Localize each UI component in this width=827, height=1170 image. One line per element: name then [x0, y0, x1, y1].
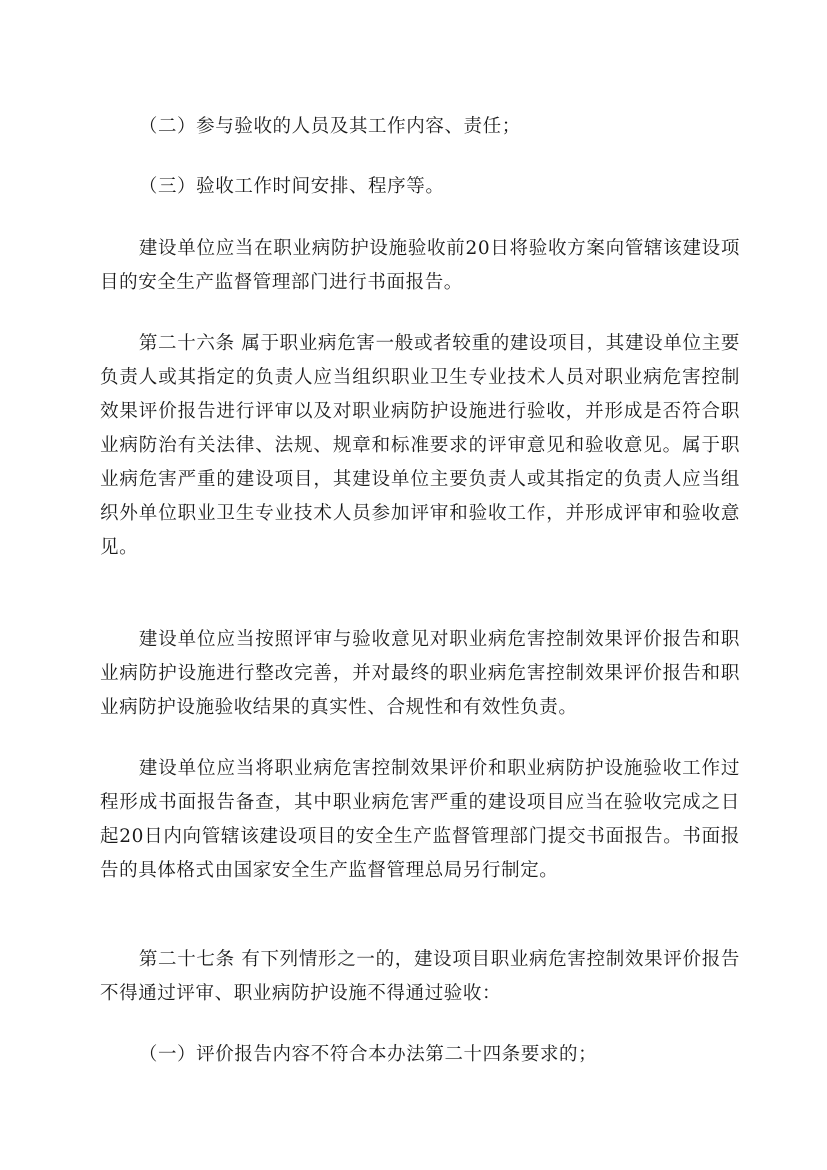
paragraph-report-deadline: 建设单位应当在职业病防护设施验收前20日将验收方案向管辖该建设项目的安全生产监督管理部门进行书面报告。 — [100, 238, 740, 293]
paragraph-written-report: 建设单位应当将职业病危害控制效果评价和职业病防护设施验收工作过程形成书面报告备查，其中职业病危害严重的建设项目应当在验收完成之日起20日内向管辖该建设项目的安全生产监督管理部门提交书面报告。书面报告的具体格式由国家安全生产监督管理总局另行制定。 — [100, 758, 740, 881]
paragraph-item-2: （二）参与验收的人员及其工作内容、责任； — [138, 116, 521, 137]
paragraph-article-27: 第二十七条 有下列情形之一的，建设项目职业病危害控制效果评价报告不得通过评审、职业病防护设施不得通过验收： — [100, 949, 740, 1004]
paragraph-item-1: （一）评价报告内容不符合本办法第二十四条要求的； — [138, 1044, 598, 1065]
paragraph-rectification: 建设单位应当按照评审与验收意见对职业病危害控制效果评价报告和职业病防护设施进行整改完善，并对最终的职业病危害控制效果评价报告和职业病防护设施验收结果的真实性、合规性和有效性负责。 — [100, 629, 740, 718]
paragraph-article-26: 第二十六条 属于职业病危害一般或者较重的建设项目，其建设单位主要负责人或其指定的负责人应当组织职业卫生专业技术人员对职业病危害控制效果评价报告进行评审以及对职业病防护设施进行验收，并形成是否符合职业病防治有关法律、法规、规章和标准要求的评审意见和验收意见。属于职业病危害严重的建设项目，其建设单位主要负责人或其指定的负责人应当组织外单位职业卫生专业技术人员参加评审和验收工作，并形成评审和验收意见。 — [100, 333, 740, 558]
paragraph-item-3: （三）验收工作时间安排、程序等。 — [138, 176, 445, 197]
